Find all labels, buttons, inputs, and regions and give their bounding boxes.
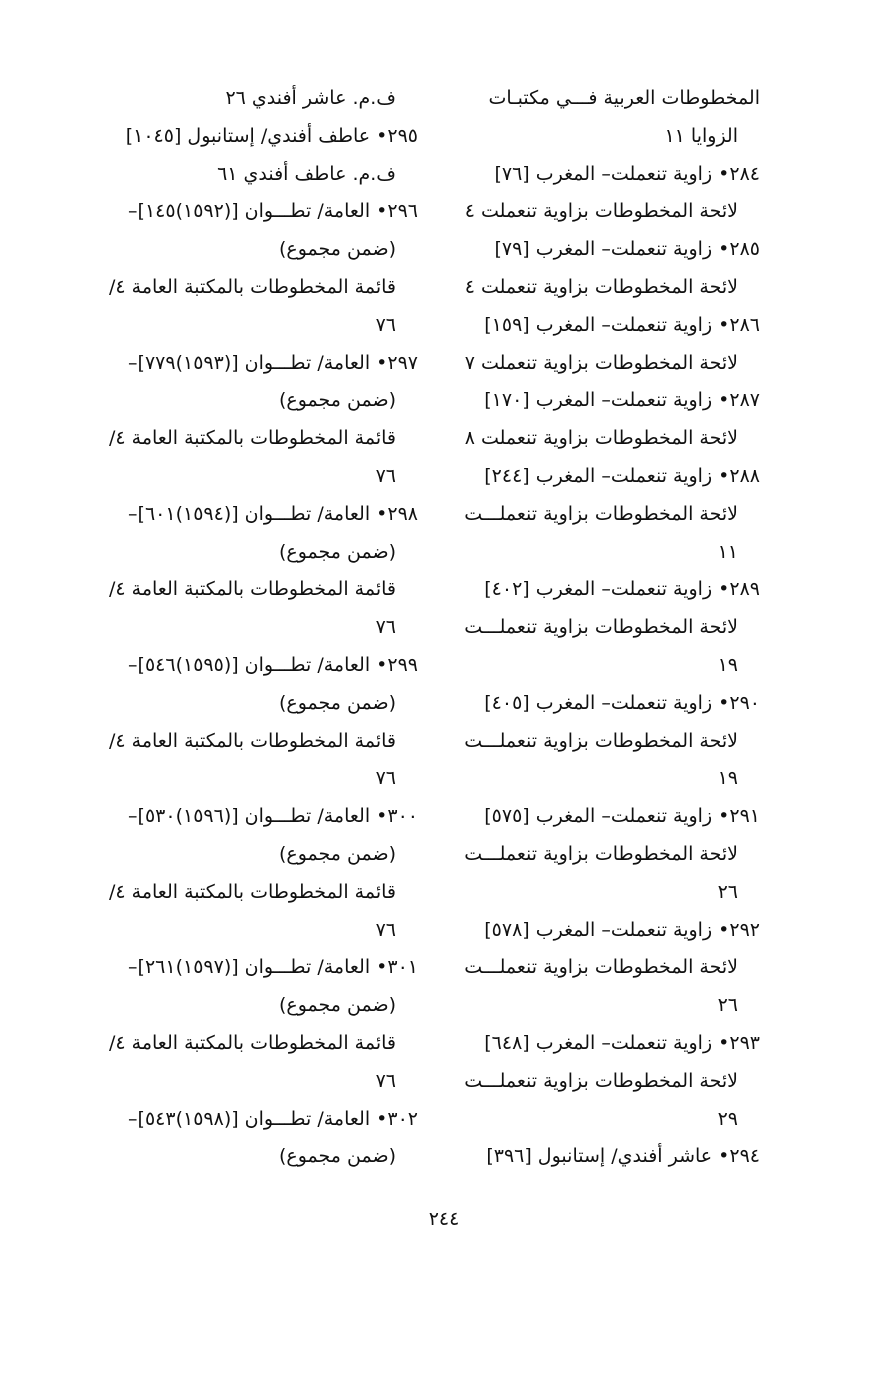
text-line: (ضمن مجموع) bbox=[278, 238, 396, 261]
text-line: قائمة المخطوطات بالمكتبة العامة ٤/ bbox=[108, 275, 396, 298]
text-line: المخطوطات العربية فـــي مكتبـات bbox=[488, 87, 760, 109]
text-line: قائمة المخطوطات بالمكتبة العامة ٤/ bbox=[108, 427, 396, 450]
text-line: الزوايا ١١ bbox=[664, 124, 738, 147]
text-line: ٢٦ bbox=[717, 880, 738, 903]
text-line: ف.م. عاطف أفندي ٦١ bbox=[217, 162, 396, 185]
text-line: ٢٩٥• عاطف أفندي/ إستانبول [١٠٤٥] bbox=[125, 124, 418, 147]
text-line: ٧٦ bbox=[375, 918, 396, 941]
text-line: قائمة المخطوطات بالمكتبة العامة ٤/ bbox=[108, 880, 396, 903]
text-line: (ضمن مجموع) bbox=[278, 540, 396, 563]
text-line: ١١ bbox=[717, 540, 738, 563]
text-line: لائحة المخطوطات بزاوية تنعملـــت bbox=[464, 729, 738, 752]
text-line: ١٩ bbox=[717, 653, 738, 676]
text-line: ٢٩٨• العامة/ تطـــوان [(١٥٩٤)٦٠١]– bbox=[128, 502, 418, 525]
text-line: قائمة المخطوطات بالمكتبة العامة ٤/ bbox=[108, 578, 396, 601]
text-line: لائحة المخطوطات بزاوية تنعملـــت bbox=[464, 502, 738, 525]
text-line: ٢٩٧• العامة/ تطـــوان [(١٥٩٣)٧٧٩]– bbox=[128, 351, 418, 374]
text-line: لائحة المخطوطات بزاوية تنعملت ٧ bbox=[464, 351, 738, 374]
text-line: ٢٩٠• زاوية تنعملت– المغرب [٤٠٥] bbox=[484, 691, 760, 714]
right-column bbox=[460, 80, 760, 1176]
page-number: ٢٤٤ bbox=[428, 1208, 460, 1230]
text-line: (ضمن مجموع) bbox=[278, 842, 396, 865]
text-line: (ضمن مجموع) bbox=[278, 1145, 396, 1168]
text-line: (ضمن مجموع) bbox=[278, 691, 396, 714]
text-line: لائحة المخطوطات بزاوية تنعملـــت bbox=[464, 616, 738, 639]
text-line: ٧٦ bbox=[375, 313, 396, 336]
text-line: ٢٩٢• زاوية تنعملت– المغرب [٥٧٨] bbox=[484, 918, 760, 941]
text-line: ٢٨٩• زاوية تنعملت– المغرب [٤٠٢] bbox=[484, 578, 760, 601]
text-line: ٢٨٥• زاوية تنعملت– المغرب [٧٩] bbox=[494, 238, 760, 261]
text-line: ٣٠٢• العامة/ تطـــوان [(١٥٩٨)٥٤٣]– bbox=[128, 1107, 418, 1130]
text-line: ٣٠١• العامة/ تطـــوان [(١٥٩٧)٢٦١]– bbox=[128, 956, 418, 979]
text-line: ٢٩٤• عاشر أفندي/ إستانبول [٣٩٦] bbox=[486, 1145, 760, 1168]
left-column bbox=[73, 80, 418, 1176]
text-line: لائحة المخطوطات بزاوية تنعملـــت bbox=[464, 1069, 738, 1092]
text-line: (ضمن مجموع) bbox=[278, 389, 396, 412]
text-line: ٧٦ bbox=[375, 464, 396, 487]
text-line: لائحة المخطوطات بزاوية تنعملـــت bbox=[464, 956, 738, 979]
text-line: ٢٨٧• زاوية تنعملت– المغرب [١٧٠] bbox=[484, 389, 760, 412]
text-line: لائحة المخطوطات بزاوية تنعملت ٤ bbox=[464, 200, 738, 223]
text-line: ٢٨٤• زاوية تنعملت– المغرب [٧٦] bbox=[494, 162, 760, 185]
text-line: (ضمن مجموع) bbox=[278, 994, 396, 1017]
text-line: ٣٠٠• العامة/ تطـــوان [(١٥٩٦)٥٣٠]– bbox=[128, 805, 418, 828]
text-line: ٢٩٦• العامة/ تطـــوان [(١٥٩٢)١٤٥]– bbox=[128, 200, 418, 223]
text-line: ٧٦ bbox=[375, 1069, 396, 1092]
text-line: لائحة المخطوطات بزاوية تنعملت ٨ bbox=[464, 427, 738, 450]
text-line: لائحة المخطوطات بزاوية تنعملت ٤ bbox=[464, 275, 738, 298]
text-line: قائمة المخطوطات بالمكتبة العامة ٤/ bbox=[108, 1031, 396, 1054]
text-line: لائحة المخطوطات بزاوية تنعملـــت bbox=[464, 842, 738, 865]
text-line: ٧٦ bbox=[375, 767, 396, 790]
text-line: ف.م. عاشر أفندي ٢٦ bbox=[225, 87, 396, 109]
text-line: ٧٦ bbox=[375, 616, 396, 639]
text-line: ٢٦ bbox=[717, 994, 738, 1017]
text-line: ٢٩٣• زاوية تنعملت– المغرب [٦٤٨] bbox=[484, 1031, 760, 1054]
text-line: ٢٩ bbox=[717, 1107, 738, 1130]
text-line: ١٩ bbox=[717, 767, 738, 790]
text-line: ٢٩٩• العامة/ تطـــوان [(١٥٩٥)٥٤٦]– bbox=[128, 653, 418, 676]
text-line: ٢٨٨• زاوية تنعملت– المغرب [٢٤٤] bbox=[484, 464, 760, 487]
text-line: ٢٩١• زاوية تنعملت– المغرب [٥٧٥] bbox=[484, 805, 760, 828]
text-line: ٢٨٦• زاوية تنعملت– المغرب [١٥٩] bbox=[484, 313, 760, 336]
text-line: قائمة المخطوطات بالمكتبة العامة ٤/ bbox=[108, 729, 396, 752]
